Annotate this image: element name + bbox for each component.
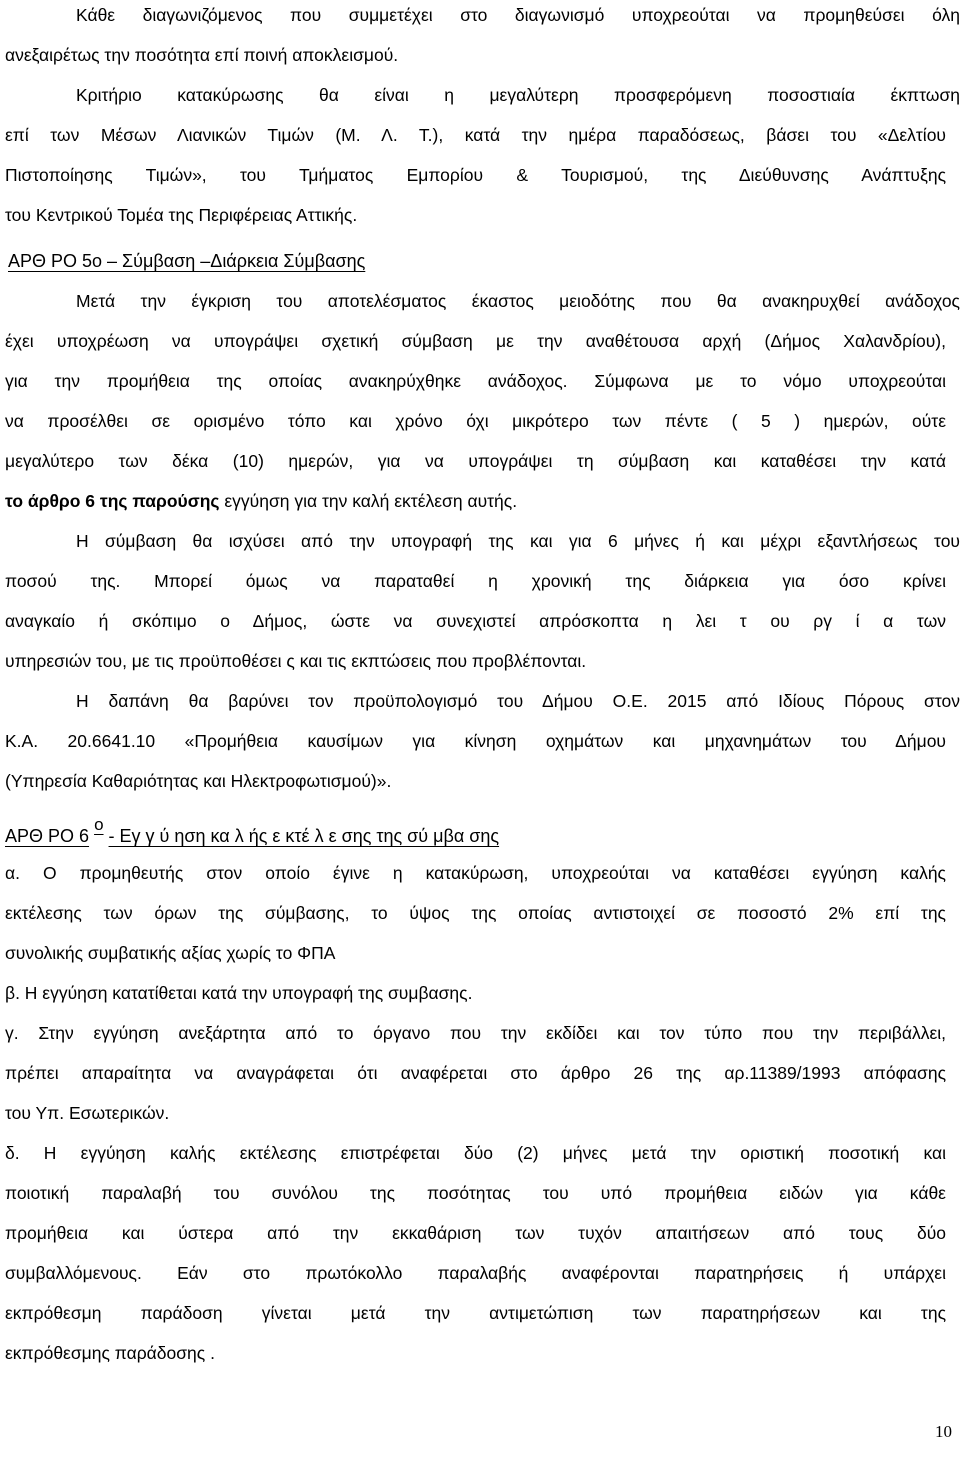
- article5-line-10: υπηρεσιών του, με τις προϋποθέσει ς και τις εκπτώσεις που προβλέπονται.: [5, 651, 587, 671]
- intro-line-4: επί των Μέσων Λιανικών Τιμών (Μ. Λ. Τ.), κατά την ημέρα παραδόσεως, βάσει του «Δελτίου: [5, 125, 946, 145]
- article6-heading-post: - Εγ γ ύ ηση κα λ ής ε κτέ λ ε σης της σύ μβα σης: [108, 826, 500, 846]
- intro-line-6: του Κεντρικού Τομέα της Περιφέρειας Αττικής.: [5, 205, 358, 225]
- article6-line-8: δ. Η εγγύηση καλής εκτέλεσης επιστρέφεται δύο (2) μήνες μετά την οριστική ποσοτική και: [5, 1143, 946, 1163]
- article5-line-6-rest: εγγύηση για την καλή εκτέλεση αυτής.: [219, 491, 518, 511]
- article6-line-13: εκπρόθεσμης παράδοσης .: [5, 1343, 215, 1363]
- article5-line-3: για την προμήθεια της οποίας ανακηρύχθηκε ανάδοχος. Σύμφωνα με το νόμο υποχρεούται: [5, 371, 946, 391]
- article5-line-5: [0, 450, 960, 472]
- article5-line-2: έχει υποχρέωση να υπογράψει σχετική σύμβαση με την αναθέτουσα αρχή (Δήμος Χαλανδρίου),: [5, 331, 946, 351]
- article6-heading-pre: ΑΡΘ ΡΟ 6: [5, 826, 90, 846]
- article5-line-6-bold: το άρθρο 6 της παρούσης: [5, 491, 220, 511]
- article6-heading-sup: ο: [94, 815, 104, 834]
- article6-heading: [5, 815, 500, 850]
- article5-line-5-text: μεγαλύτερο των δέκα (10) ημερών, για να υπογράψει τη σύμβαση και καταθέσει την κατά: [5, 451, 946, 471]
- article5-line-11: Η δαπάνη θα βαρύνει τον προϋπολογισμό του Δήμου Ο.Ε. 2015 από Ιδίους Πόρους στον: [76, 691, 960, 711]
- intro-line-5: Πιστοποίησης Τιμών», του Τμήματος Εμπορίου & Τουρισμού, της Διεύθυνσης Ανάπτυξης: [5, 165, 946, 185]
- article6-line-5: γ. Στην εγγύηση ανεξάρτητα από το όργανο που την εκδίδει και τον τύπο που την περιβάλλει,: [5, 1023, 946, 1043]
- article5-line-6: [0, 490, 960, 512]
- article6-line-11: συμβαλλόμενους. Εάν στο πρωτόκολλο παραλαβής αναφέρονται παρατηρήσεις ή υπάρχει: [5, 1263, 946, 1283]
- article5-line-4: να προσέλθει σε ορισμένο τόπο και χρόνο όχι μικρότερο των πέντε ( 5 ) ημερών, ούτε: [5, 411, 946, 431]
- article5-heading-text: ΑΡΘ ΡΟ 5ο – Σύμβαση –Διάρκεια Σύμβασης: [8, 251, 366, 271]
- page-number: 10: [935, 1422, 952, 1441]
- article6-line-6: πρέπει απαραίτητα να αναγράφεται ότι αναφέρεται στο άρθρο 26 της αρ.11389/1993 απόφασης: [5, 1063, 946, 1083]
- article6-line-1: α. Ο προμηθευτής στον οποίο έγινε η κατακύρωση, υποχρεούται να καταθέσει εγγύηση καλής: [5, 863, 946, 883]
- article5-line-7: Η σύμβαση θα ισχύσει από την υπογραφή της και για 6 μήνες ή και μέχρι εξαντλήσεως του: [76, 531, 960, 551]
- article5-line-8: ποσού της. Μπορεί όμως να παραταθεί η χρονική της διάρκεια για όσο κρίνει: [5, 571, 946, 591]
- article6-line-9: ποιοτική παραλαβή του συνόλου της ποσότητας του υπό προμήθεια ειδών για κάθε: [5, 1183, 946, 1203]
- article5-line-13: (Υπηρεσία Καθαριότητας και Ηλεκτροφωτισμού)».: [5, 771, 392, 791]
- intro-line-2: ανεξαιρέτως την ποσότητα επί ποινή αποκλεισμού.: [5, 45, 399, 65]
- article5-line-9: αναγκαίο ή σκόπιμο ο Δήμος, ώστε να συνεχιστεί απρόσκοπτα η λει τ ου ργ ί α των: [5, 611, 946, 631]
- article6-line-12: εκπρόθεσμη παράδοση γίνεται μετά την αντιμετώπιση των παρατηρήσεων και της: [5, 1303, 946, 1323]
- intro-line-3: Κριτήριο κατακύρωσης θα είναι η μεγαλύτερη προσφερόμενη ποσοστιαία έκπτωση: [76, 85, 960, 105]
- intro-line-1: Κάθε διαγωνιζόμενος που συμμετέχει στο διαγωνισμό υποχρεούται να προμηθεύσει όλη: [76, 5, 960, 25]
- article6-line-4: β. Η εγγύηση κατατίθεται κατά την υπογραφή της συμβασης.: [5, 983, 473, 1003]
- article6-line-2: εκτέλεσης των όρων της σύμβασης, το ύψος της οποίας αντιστοιχεί σε ποσοστό 2% επί της: [5, 903, 946, 923]
- article6-line-10: προμήθεια και ύστερα από την εκκαθάριση των τυχόν απαιτήσεων από τους δύο: [5, 1223, 946, 1243]
- article6-line-7: του Υπ. Εσωτερικών.: [5, 1103, 170, 1123]
- article5-line-1: Μετά την έγκριση του αποτελέσματος έκαστος μειοδότης που θα ανακηρυχθεί ανάδοχος: [76, 291, 960, 311]
- article5-heading: [8, 250, 365, 272]
- article6-line-3: συνολικής συμβατικής αξίας χωρίς το ΦΠΑ: [5, 943, 336, 963]
- article5-line-12: Κ.Α. 20.6641.10 «Προμήθεια καυσίμων για κίνηση οχημάτων και μηχανημάτων του Δήμου: [5, 731, 946, 751]
